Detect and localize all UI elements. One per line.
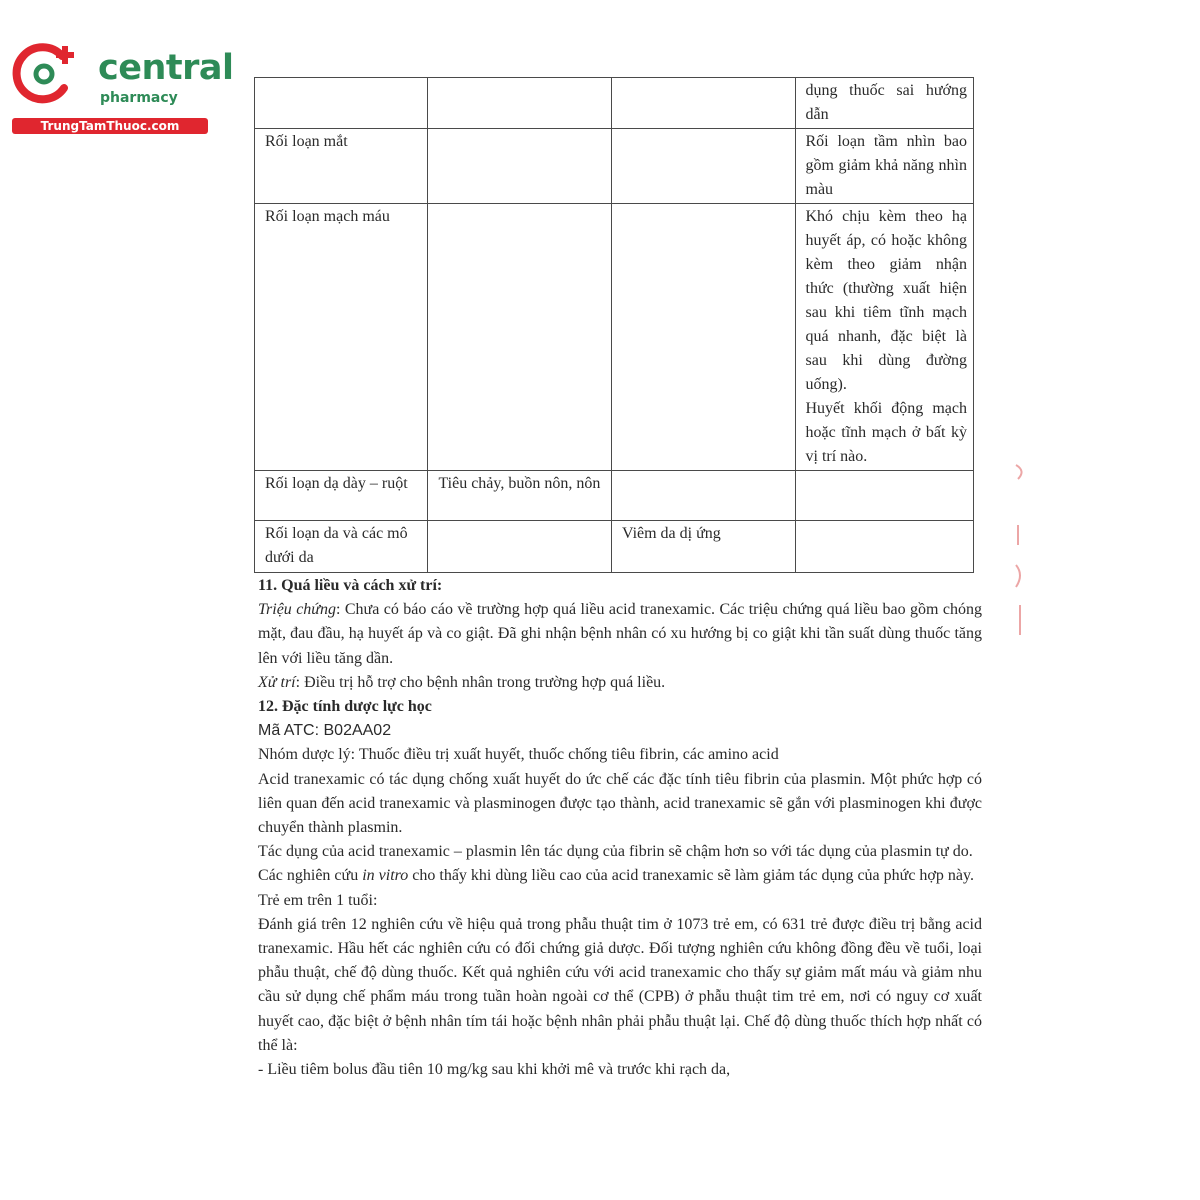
label-symptoms: Triệu chứng (258, 601, 337, 619)
text-run: Các nghiên cứu (258, 867, 363, 885)
table-cell (611, 129, 795, 204)
text-symptoms: : Chưa có báo cáo về trường hợp quá liều acid tranexamic. Các triệu chứng quá liều bao gồm chóng mặt, đau đầu, hạ huyết áp và co giật. Đã ghi nhận bệnh nhân có xu hướng bị co giật khi tần suất dùng thuốc tăng lên với liều tăng dần. (258, 601, 982, 667)
table-cell (611, 204, 795, 471)
atc-code: Mã ATC: B02AA02 (258, 722, 392, 740)
text-treatment: : Điều trị hỗ trợ cho bệnh nhân trong trường hợp quá liều. (295, 673, 666, 691)
text-run-italic: in vitro (362, 867, 409, 885)
pharmacologic-group: Nhóm dược lý: Thuốc điều trị xuất huyết, thuốc chống tiêu fibrin, các amino acid (258, 746, 779, 764)
text-run: cho thấy khi dùng liều cao của acid tranexamic sẽ làm giảm tác dụng của phức hợp này. (408, 867, 974, 885)
cell-text: Khó chịu kèm theo hạ huyết áp, có hoặc không kèm theo giảm nhận thức (thường xuất hiện sau khi tiêm tĩnh mạch quá nhanh, đặc biệt là sau khi dùng đường uống). (805, 208, 967, 393)
pharmacy-cross-logo-icon (12, 38, 82, 108)
cell-text: Huyết khối động mạch hoặc tĩnh mạch ở bất kỳ vị trí nào. (805, 400, 967, 465)
table-cell: Rối loạn mắt (255, 129, 428, 204)
brand-logo[interactable] (12, 38, 234, 138)
paragraph: Tác dụng của acid tranexamic – plasmin lên tác dụng của fibrin sẽ chậm hơn so với tác dụng của plasmin tự do. (258, 843, 973, 861)
red-stamp-mark-icon (1012, 455, 1032, 655)
paragraph: Acid tranexamic có tác dụng chống xuất huyết do ức chế các đặc tính tiêu fibrin của plasmin. Một phức hợp có liên quan đến acid tranexamic và plasminogen được tạo thành, acid tranexamic sẽ gắn với plasminogen khi được chuyển thành plasmin. (258, 770, 982, 837)
table-cell (795, 204, 974, 471)
paragraph-symptoms (258, 598, 982, 671)
table-row (255, 471, 974, 521)
table-cell: Rối loạn dạ dày – ruột (255, 471, 428, 521)
table-cell (611, 78, 795, 129)
table-cell: Tiêu chảy, buồn nôn, nôn (428, 471, 612, 521)
brand-name: central (98, 48, 234, 88)
table-cell (795, 471, 974, 521)
table-cell: Viêm da dị ứng (611, 521, 795, 573)
brand-subtitle: pharmacy (100, 90, 178, 106)
table-cell (611, 471, 795, 521)
table-cell (428, 204, 612, 471)
table-cell: dụng thuốc sai hướng dẫn (795, 78, 974, 129)
table-row (255, 78, 974, 129)
brand-url[interactable]: TrungTamThuoc.com (12, 118, 208, 134)
list-item: - Liều tiêm bolus đầu tiên 10 mg/kg sau khi khởi mê và trước khi rạch da, (258, 1061, 731, 1079)
table-cell (255, 78, 428, 129)
paragraph: Đánh giá trên 12 nghiên cứu về hiệu quả trong phẫu thuật tim ở 1073 trẻ em, có 631 trẻ được điều trị bằng acid tranexamic. Hầu hết các nghiên cứu có đối chứng giả dược. Đối tượng nghiên cứu không đồng đều về tuổi, loại phẫu thuật, chế độ dùng thuốc. Kết quả nghiên cứu với acid tranexamic cho thấy sự giảm mất máu và giảm nhu cầu sử dụng chế phẩm máu trong tuần hoàn ngoài cơ thể (CPB) ở phẫu thuật tim trẻ em, nơi có nguy cơ xuất huyết cao, đặc biệt ở bệnh nhân tím tái hoặc bệnh nhân phải phẫu thuật lại. Chế độ dùng thuốc thích hợp nhất có thể là: (258, 915, 982, 1054)
section-heading-pharmacodynamics: 12. Đặc tính dược lực học (258, 698, 432, 716)
document-body (258, 574, 982, 1082)
subheading-children: Trẻ em trên 1 tuổi: (258, 891, 378, 909)
section-heading-overdose: 11. Quá liều và cách xử trí: (258, 577, 443, 594)
table-row (255, 129, 974, 204)
table-cell: Rối loạn mạch máu (255, 204, 428, 471)
table-cell (795, 521, 974, 573)
table-row (255, 521, 974, 573)
label-treatment: Xử trí (258, 673, 296, 691)
table-cell (428, 521, 612, 573)
table-cell (428, 78, 612, 129)
table-cell (428, 129, 612, 204)
table-cell: Rối loạn tầm nhìn bao gồm giảm khả năng nhìn màu (795, 129, 974, 204)
table-cell: Rối loạn da và các mô dưới da (255, 521, 428, 573)
adverse-effects-table (254, 77, 974, 573)
table-row (255, 204, 974, 471)
paragraph (258, 864, 982, 888)
paragraph-treatment (258, 671, 982, 695)
